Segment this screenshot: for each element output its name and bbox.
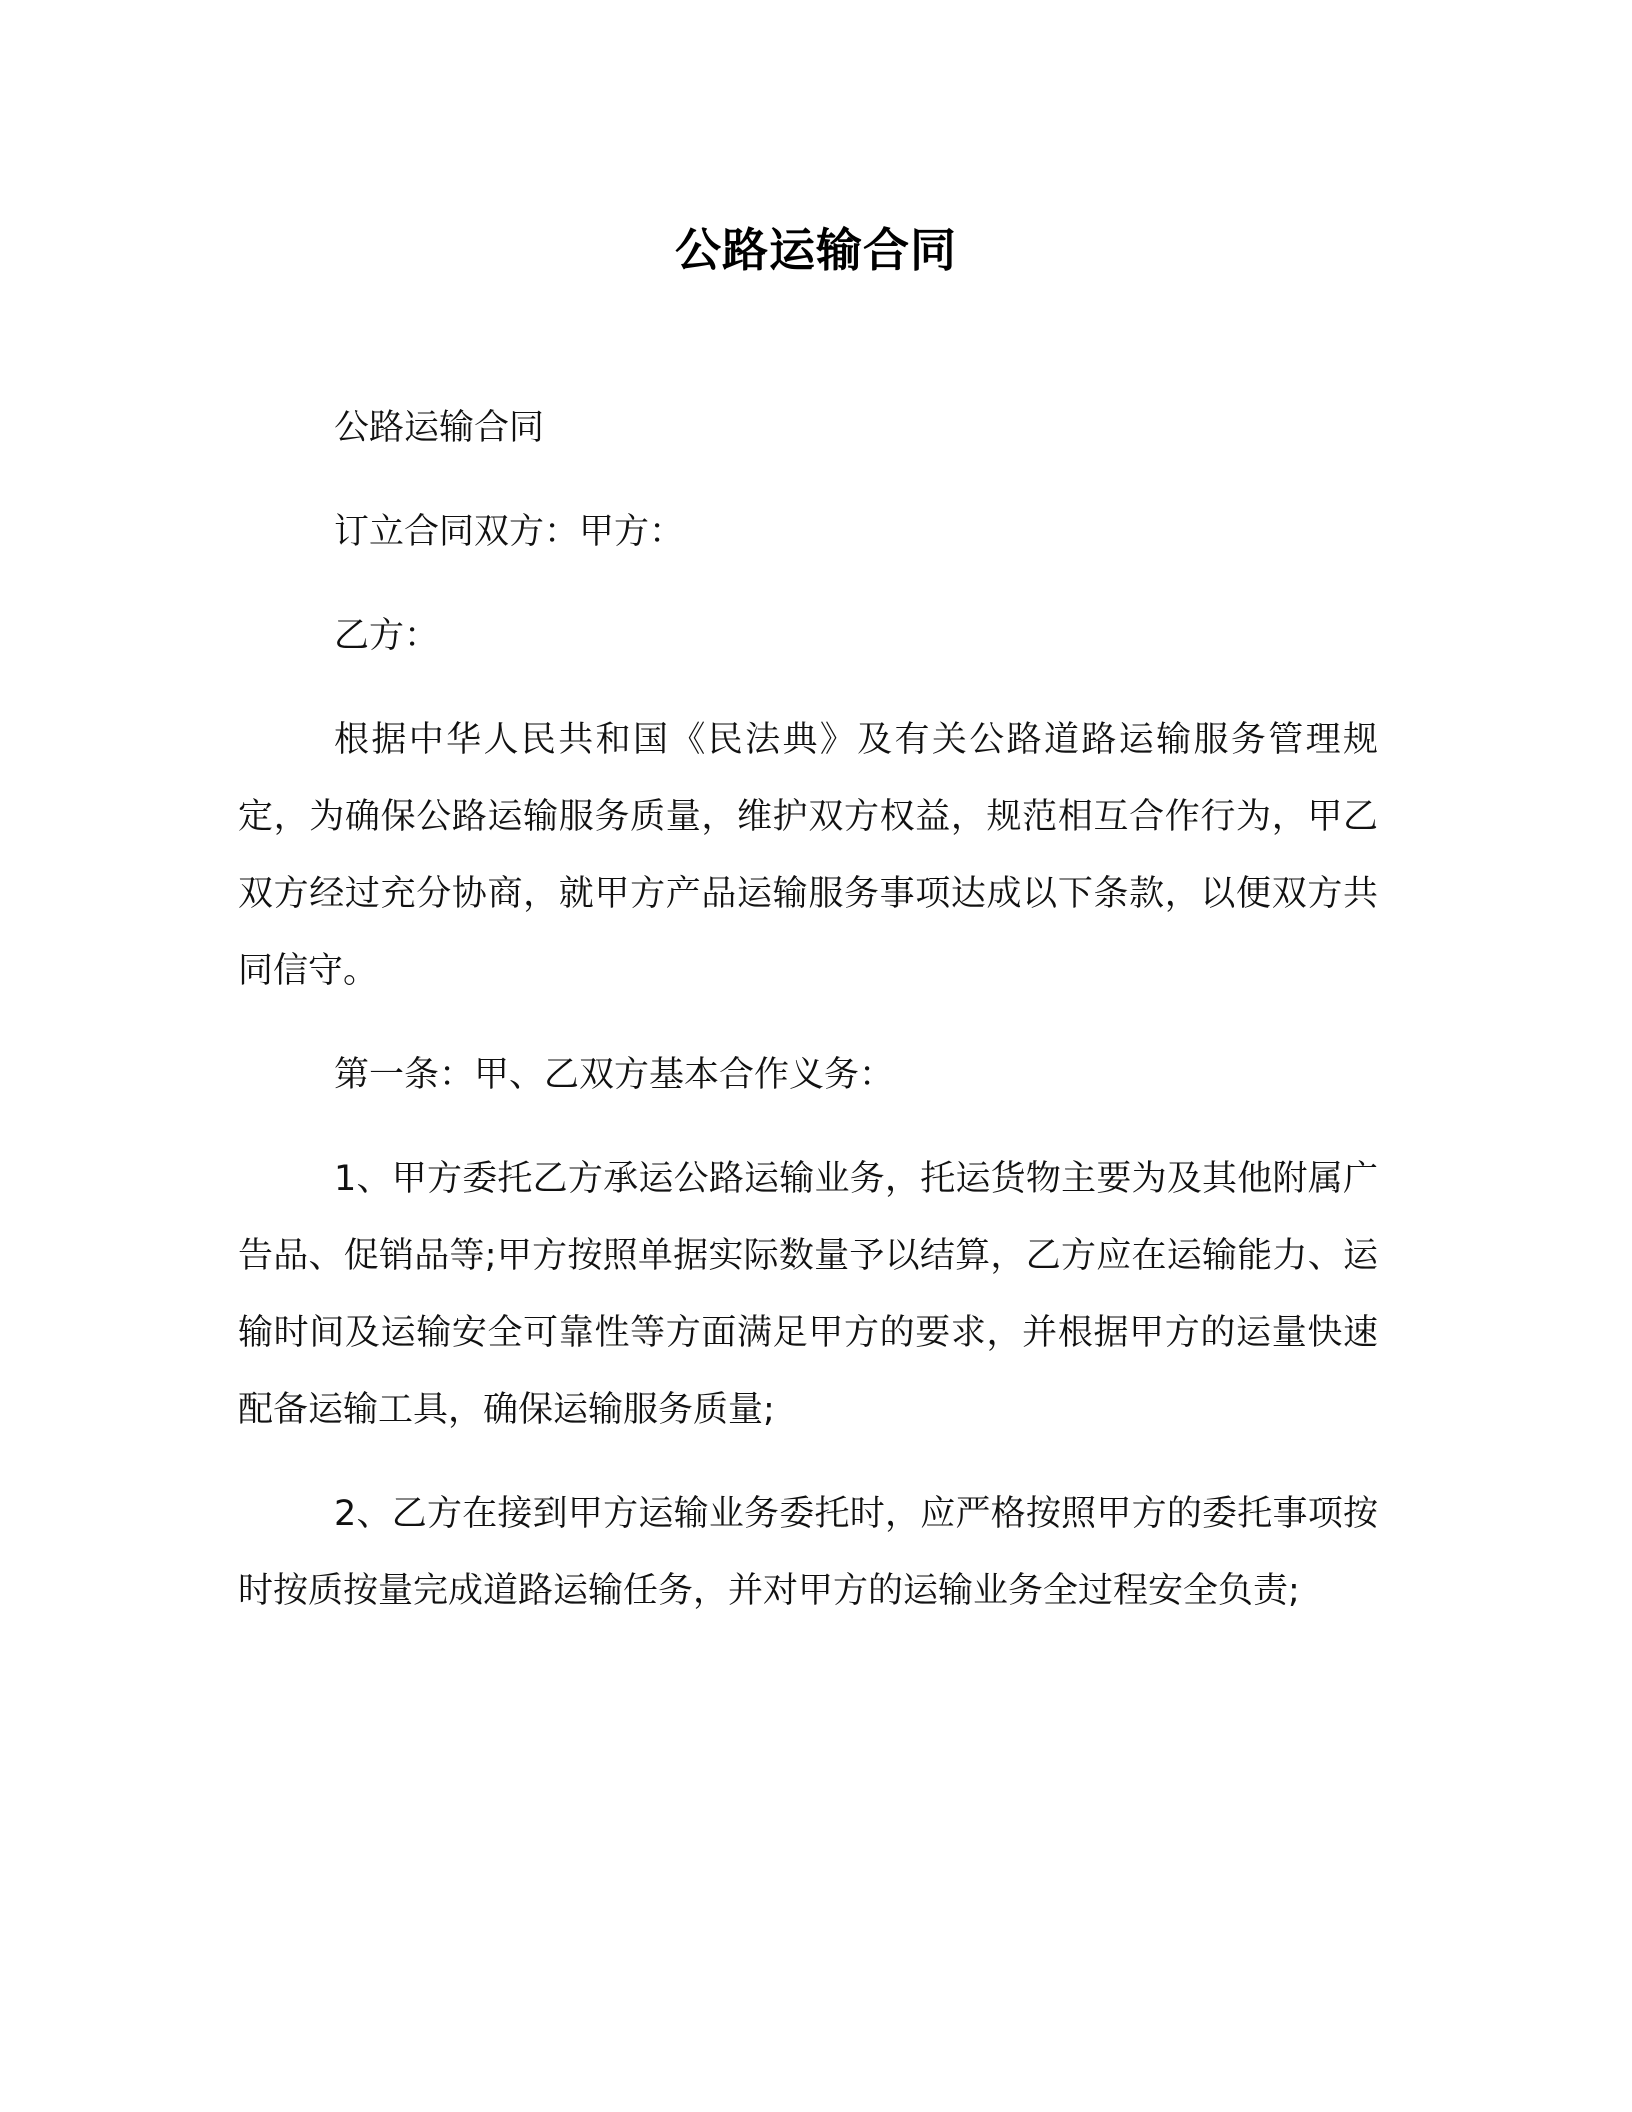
paragraph-clause-1: 1、甲方委托乙方承运公路运输业务，托运货物主要为及其他附属广告品、促销品等;甲方按照单据实际数量予以结算，乙方应在运输能力、运输时间及运输安全可靠性等方面满足甲方的要求，并根据甲方的运量快速配备运输工具，确保运输服务质量; [238, 1159, 1378, 1430]
paragraph-preamble: 根据中华人民共和国《民法典》及有关公路道路运输服务管理规定，为确保公路运输服务质量，维护双方权益，规范相互合作行为，甲乙双方经过充分协商，就甲方产品运输服务事项达成以下条款，以便双方共同信守。 [238, 720, 1378, 991]
paragraph-parties-a: 订立合同双方：甲方： [334, 512, 685, 552]
paragraph-article-1-heading: 第一条：甲、乙双方基本合作义务： [334, 1055, 895, 1095]
document-title: 公路运输合同 [675, 223, 957, 277]
paragraph-subtitle: 公路运输合同 [334, 408, 545, 448]
paragraph-parties-b: 乙方： [334, 616, 440, 656]
paragraph-clause-2: 2、乙方在接到甲方运输业务委托时，应严格按照甲方的委托事项按时按质按量完成道路运输任务，并对甲方的运输业务全过程安全负责; [238, 1494, 1378, 1611]
document-body [238, 390, 1378, 1657]
